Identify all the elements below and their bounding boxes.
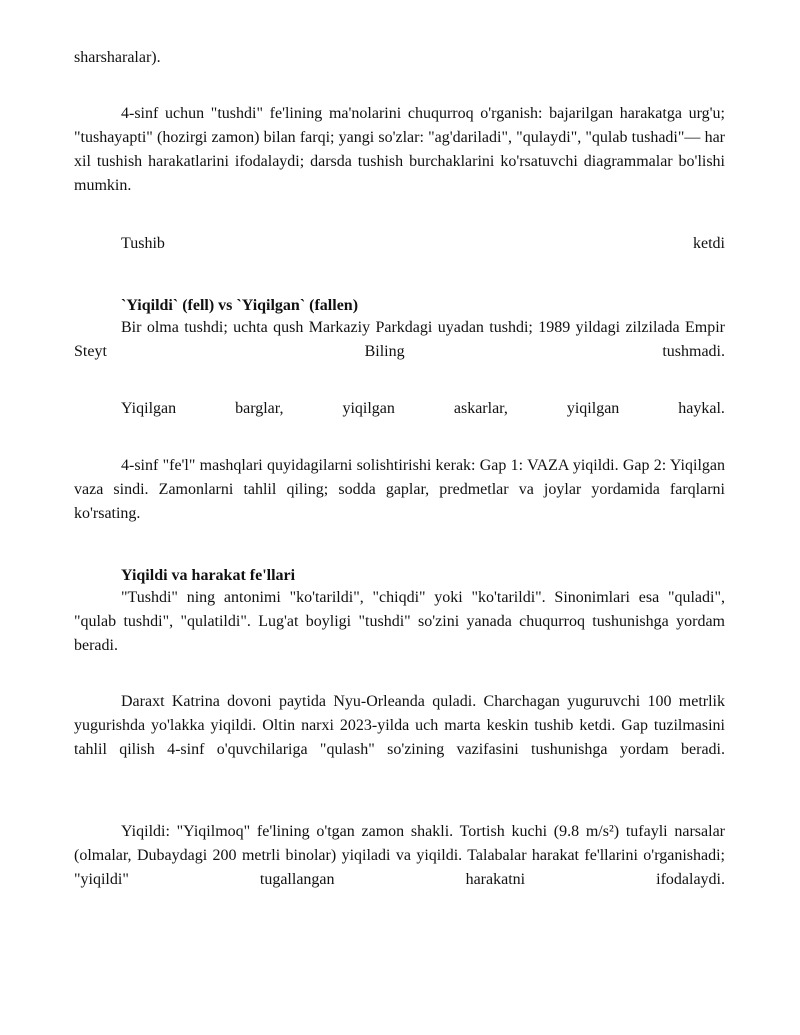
paragraph-continuation: sharsharalar). [74, 49, 161, 66]
word: Yiqilgan [121, 400, 177, 417]
spaced-line-tushib [121, 234, 725, 254]
word: Tushib [121, 235, 165, 252]
paragraph-exercises: 4-sinf "fe'l" mashqlari quyidagilarni solishtirishi kerak: Gap 1: VAZA yiqildi. Gap 2: Yiqilgan vaza sindi. Zamonlarni tahlil qiling; sodda gaplar, predmetlar va joylar yordamida farqlarni ko'rsating. [74, 457, 725, 522]
word: barglar, [235, 400, 284, 417]
paragraph-examples-tushdi: Bir olma tushdi; uchta qush Markaziy Parkdagi uyadan tushdi; 1989 yildagi zilzilada Empir Steyt Biling tushmadi. [74, 319, 725, 360]
word: askarlar, [453, 400, 508, 417]
paragraph-examples-quladi: Daraxt Katrina dovoni paytida Nyu-Orleanda quladi. Charchagan yuguruvchi 100 metrlik yugurishda yo'lakka yiqildi. Oltin narxi 2023-yilda uch marta keskin tushib ketdi. Gap tuzilmasini tahlil qilish 4-sinf o'quvchilariga "qulash" so'zining vazifasini tushunishga yordam beradi. [74, 693, 725, 758]
word: yiqilgan [566, 400, 620, 417]
spaced-line-yiqilgan [121, 399, 725, 419]
paragraph-definition-yiqildi: Yiqildi: "Yiqilmoq" fe'lining o'tgan zamon shakli. Tortish kuchi (9.8 m/s²) tufayli narsalar (olmalar, Dubaydagi 200 metrli binolar) yiqiladi va yiqildi. Talabalar harakat fe'llarini o'rganishadi; "yiqildi" tugallangan harakatni ifodalaydi. [74, 823, 725, 888]
paragraph-tushdi-meanings: 4-sinf uchun "tushdi" fe'lining ma'nolarini chuqurroq o'rganish: bajarilgan harakatga urg'u; "tushayapti" (hozirgi zamon) bilan farqi; yangi so'zlar: "ag'dariladi", "qulaydi", "qulab tushadi"— har xil tushish harakatlarini ifodalaydi; darsda tushish burchaklarini ko'rsatuvchi diagrammalar bo'lishi mumkin. [74, 105, 725, 194]
word: haykal. [678, 400, 725, 417]
word: yiqilgan [342, 400, 395, 417]
section-heading-motion-verbs: Yiqildi va harakat fe'llari [121, 567, 296, 584]
section-heading-yiqildi-vs-yiqilgan: `Yiqildi` (fell) vs `Yiqilgan` (fallen) [121, 297, 359, 314]
paragraph-antonyms-synonyms: "Tushdi" ning antonimi "ko'tarildi", "chiqdi" yoki "ko'tarildi". Sinonimlari esa "quladi", "qulab tushdi", "qulatildi". Lug'at boyligi "tushdi" so'zini yanada chuqurroq tushunishga yordam beradi. [74, 589, 725, 654]
word: ketdi [693, 235, 725, 252]
